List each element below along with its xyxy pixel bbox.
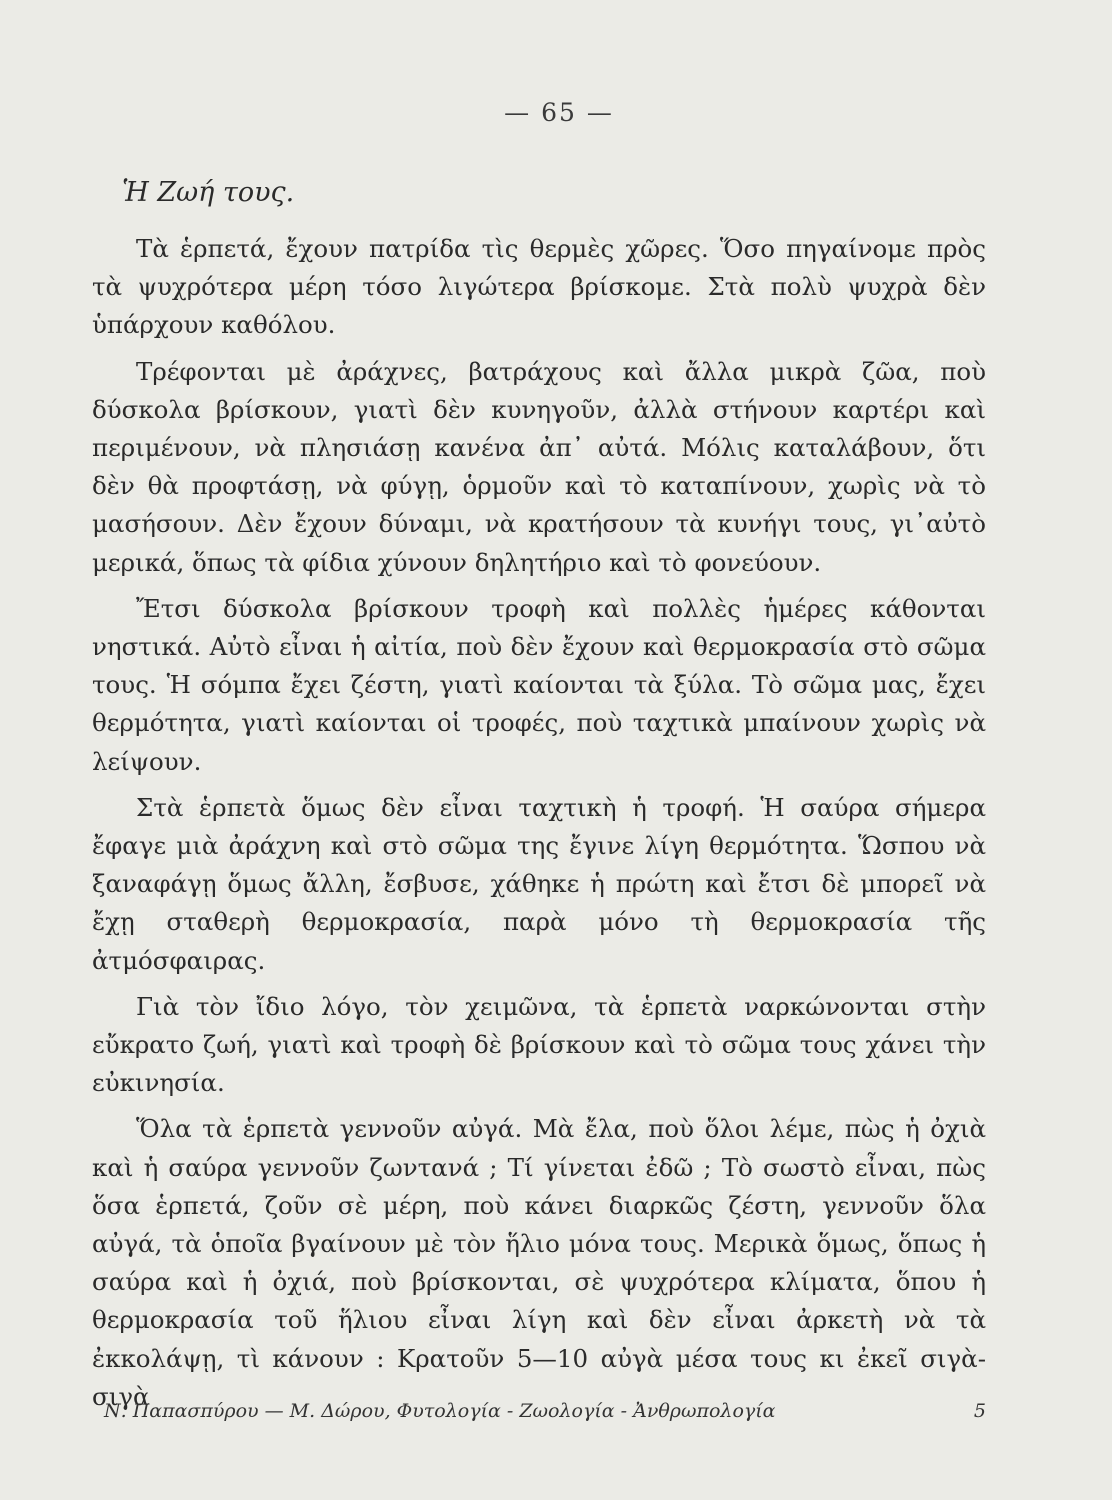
footer-authors: Ν. Παπασπύρου — Μ. Δώρου, Φυτολογία - Ζωολογία - Ἀνθρωπολογία: [104, 1400, 776, 1422]
footer-signature: 5: [973, 1400, 986, 1422]
paragraph-eggs: Ὅλα τὰ ἑρπετὰ γεννοῦν αὐγά. Μὰ ἔλα, ποὺ ὅλοι λέμε, πὼς ἡ ὀχιὰ καὶ ἡ σαύρα γεννοῦν ζωντανά ; Τί γίνεται ἐδῶ ; Τὸ σωστὸ εἶναι, πὼς ὅσα ἑρπετά, ζοῦν σὲ μέρη, ποὺ κάνει διαρκῶς ζέστη, γεννοῦν ὅλα αὐγά, τὰ ὁποῖα βγαίνουν μὲ τὸν ἥλιο μόνα τους. Μερικὰ ὅμως, ὅπως ἡ σαύρα καὶ ἡ ὀχιά, ποὺ βρίσκονται, σὲ ψυχρότερα κλίματα, ὅπου ἡ θερμοκρασία τοῦ ἥλιου εἶναι λίγη καὶ δὲν εἶναι ἀρκετὴ νὰ τὰ ἐκκολάψῃ, τὶ κάνουν : Κρατοῦν 5—10 αὐγὰ μέσα τους κι ἐκεῖ σιγὰ-σιγὰ: [92, 1114, 986, 1411]
paragraph-temperature: Στὰ ἑρπετὰ ὅμως δὲν εἶναι ταχτικὴ ἡ τροφή. Ἡ σαύρα σήμερα ἔφαγε μιὰ ἀράχνη καὶ στὸ σῶμα της ἔγινε λίγη θερμότητα. Ὥσπου νὰ ξαναφάγῃ ὅμως ἄλλη, ἔσβυσε, χάθηκε ἡ πρώτη καὶ ἔτσι δὲ μπορεῖ νὰ ἔχῃ σταθερὴ θερμοκρασία, παρὰ μόνο τὴ θερμοκρασία τῆς ἀτμόσφαιρας.: [92, 792, 986, 975]
page-number: — 65 —: [504, 98, 614, 127]
section-title: Ἡ Ζωή τους.: [122, 177, 295, 208]
paragraph-winter: Γιὰ τὸν ἴδιο λόγο, τὸν χειμῶνα, τὰ ἑρπετὰ ναρκώνονται στὴν εὔκρατο ζωή, γιατὶ καὶ τροφὴ δὲ βρίσκουν καὶ τὸ σῶμα τους χάνει τὴν εὐκινησία.: [92, 991, 986, 1098]
page-footer: [104, 1400, 986, 1422]
paragraph-fasting: Ἔτσι δύσκολα βρίσκουν τροφὴ καὶ πολλὲς ἡμέρες κάθονται νηστικά. Αὐτὸ εἶναι ἡ αἰτία, ποὺ δὲν ἔχουν καὶ θερμοκρασία στὸ σῶμα τους. Ἡ σόμπα ἔχει ζέστη, γιατὶ καίονται τὰ ξύλα. Τὸ σῶμα μας, ἔχει θερμότητα, γιατὶ καίονται οἱ τροφές, ποὺ ταχτικὰ μπαίνουν χωρὶς νὰ λείψουν.: [92, 593, 986, 776]
paragraph-habitat: Τὰ ἑρπετά, ἔχουν πατρίδα τὶς θερμὲς χῶρες. Ὅσο πηγαίνομε πρὸς τὰ ψυχρότερα μέρη τόσο λιγώτερα βρίσκομε. Στὰ πολὺ ψυχρὰ δὲν ὑπάρχουν καθόλου.: [92, 234, 986, 340]
paragraph-feeding: Τρέφονται μὲ ἀράχνες, βατράχους καὶ ἄλλα μικρὰ ζῶα, ποὺ δύσκολα βρίσκουν, γιατὶ δὲν κυνηγοῦν, ἀλλὰ στήνουν καρτέρι καὶ περιμένουν, νὰ πλησιάσῃ κανένα ἀπ᾿ αὐτά. Μόλις καταλάβουν, ὅτι δὲν θὰ προφτάσῃ, νὰ φύγῃ, ὁρμοῦν καὶ τὸ καταπίνουν, χωρὶς νὰ τὸ μασήσουν. Δὲν ἔχουν δύναμι, νὰ κρατήσουν τὰ κυνήγι τους, γι᾿αὐτὸ μερικά, ὅπως τὰ φίδια χύνουν δηλητήριο καὶ τὸ φονεύουν.: [92, 356, 986, 577]
